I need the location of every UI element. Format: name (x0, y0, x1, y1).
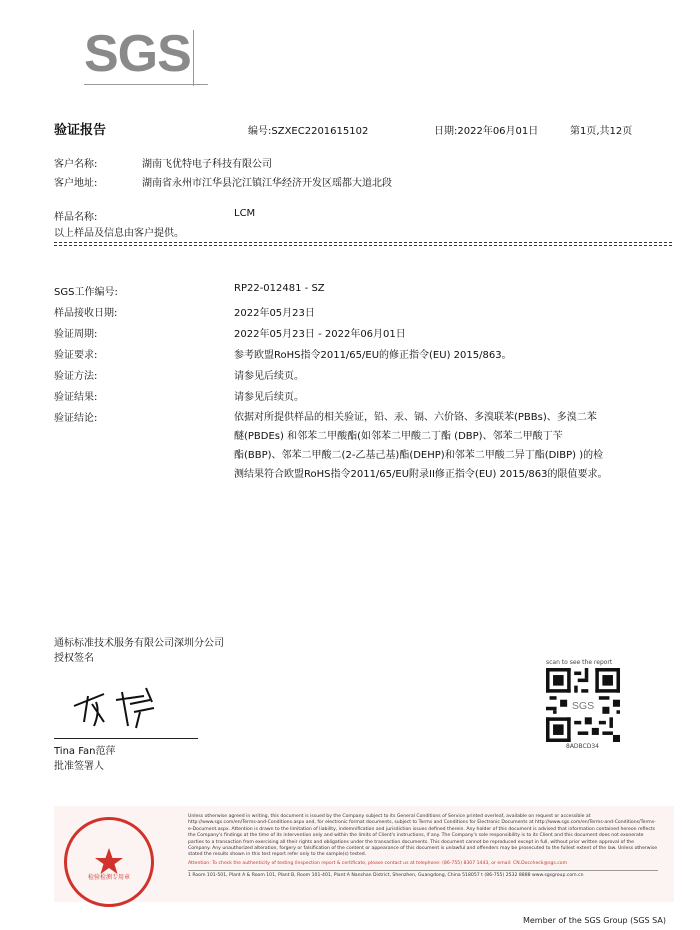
conclusion-line: 醚(PBDEs) 和邻苯二甲酸酯(如邻苯二甲酸二丁酯 (DBP)、邻苯二甲酸丁苄 (234, 431, 563, 442)
report-date: 日期:2022年06月01日 (434, 126, 539, 137)
separator-top (54, 242, 672, 243)
qr-code-value: 8ADBCD34 (566, 743, 599, 750)
report-number: 编号:SZXEC2201615102 (248, 126, 369, 137)
conclusion-text (234, 408, 662, 484)
logo-underline (84, 84, 208, 85)
conclusion-label: 验证结论: (54, 413, 98, 424)
sample-note: 以上样品及信息由客户提供。 (54, 228, 184, 239)
conclusion-line: 测结果符合欧盟RoHS指令2011/65/EU附录II修正指令(EU) 2015/863的限值要求。 (234, 469, 608, 480)
footer-address: 1 Room 101-501, Plant A & Room 101, Plant B, Room 101-401, Plant A Nanshan District, Shenzhen, Guangdong, China 518057 t (86-755) 2532 8888 www.sgsgroup.com.cn (188, 870, 658, 879)
signature-line (54, 738, 198, 739)
requirement-value: 参考欧盟RoHS指令2011/65/EU的修正指令(EU) 2015/863。 (234, 350, 512, 361)
report-title: 验证报告 (54, 123, 107, 138)
period-label: 验证周期: (54, 329, 98, 340)
client-address: 湖南省永州市江华县沱江镇江华经济开发区瑶都大道北段 (142, 178, 392, 189)
sample-name-label: 样品名称: (54, 212, 98, 223)
method-label: 验证方法: (54, 371, 98, 382)
client-name-label: 客户名称: (54, 159, 98, 170)
requirement-label: 验证要求: (54, 350, 98, 361)
handwritten-signature (70, 682, 180, 732)
qr-center-text: SGS (571, 699, 595, 712)
authorized-signature-label: 授权签名 (54, 653, 94, 664)
signing-company: 通标标准技术服务有限公司深圳分公司 (54, 638, 224, 649)
method-value: 请参见后续页。 (234, 371, 304, 382)
signer-role: 批准签署人 (54, 761, 104, 772)
sgs-member-note: Member of the SGS Group (SGS SA) (522, 916, 666, 925)
authenticity-notice: Attention: To check the authenticity of testing /inspection report & certificate, please contact us at telephone: (86-755) 8307 1443, or email: CN.Doccheck@sgs.com (188, 860, 568, 866)
conclusion-line: 酯(BBP)、邻苯二甲酸二(2-乙基己基)酯(DEHP)和邻苯二甲酸二异丁酯(DIBP) )的检 (234, 450, 604, 461)
received-label: 样品接收日期: (54, 308, 118, 319)
inspection-seal (64, 817, 154, 907)
client-address-label: 客户地址: (54, 178, 98, 189)
received-date: 2022年05月23日 (234, 308, 315, 319)
sgs-logo: SGS (84, 25, 191, 83)
period-value: 2022年05月23日 - 2022年06月01日 (234, 329, 406, 340)
page-count: 第1页,共12页 (570, 126, 633, 137)
separator-top-2 (54, 245, 672, 246)
star-icon (67, 820, 151, 904)
client-name: 湖南飞优特电子科技有限公司 (142, 159, 272, 170)
result-label: 验证结果: (54, 392, 98, 403)
qr-caption: scan to see the report (546, 659, 613, 666)
qr-code-icon[interactable] (546, 668, 620, 742)
job-no-label: SGS工作编号: (54, 287, 118, 298)
terms-text: Unless otherwise agreed in writing, this document is issued by the Company subject to its General Conditions of Service printed overleaf, available on request or accessible at http://www.sgs.com/en/Terms-and-Conditions.aspx and, for electronic format documents, subject to Terms and Conditions for Electronic Documents at http://www.sgs.com/en/Terms-and-Conditions/Terms-e-Document.aspx. Attention is drawn to the limitation of liability, indemnification and jurisdiction issues defined therein. Any holder of this document is advised that information contained hereon reflects the Company's findings at the time of its intervention only and within the limits of Client's instructions, if any. The Company's sole responsibility is to its Client and this document does not exonerate parties to a transaction from exercising all their rights and obligations under the transaction documents. This document cannot be reproduced except in full, without prior written approval of the Company. Any unauthorized alteration, forgery or falsification of the content or appearance of this document is unlawful and offenders may be prosecuted to the fullest extent of the law. Unless otherwise stated the results shown in this test report refer only to the sample(s) tested. (188, 814, 658, 858)
seal-text: 检验检测专用章 (87, 874, 130, 881)
result-value: 请参见后续页。 (234, 392, 304, 403)
signer-name: Tina Fan范萍 (54, 746, 116, 757)
conclusion-line: 依据对所提供样品的相关验证，铅、汞、镉、六价铬、多溴联苯(PBBs)、多溴二苯 (234, 412, 597, 423)
job-no: RP22-012481 - SZ (234, 283, 325, 294)
sample-name: LCM (234, 208, 256, 219)
logo-divider (193, 30, 194, 86)
terms-fine-print (188, 814, 658, 880)
